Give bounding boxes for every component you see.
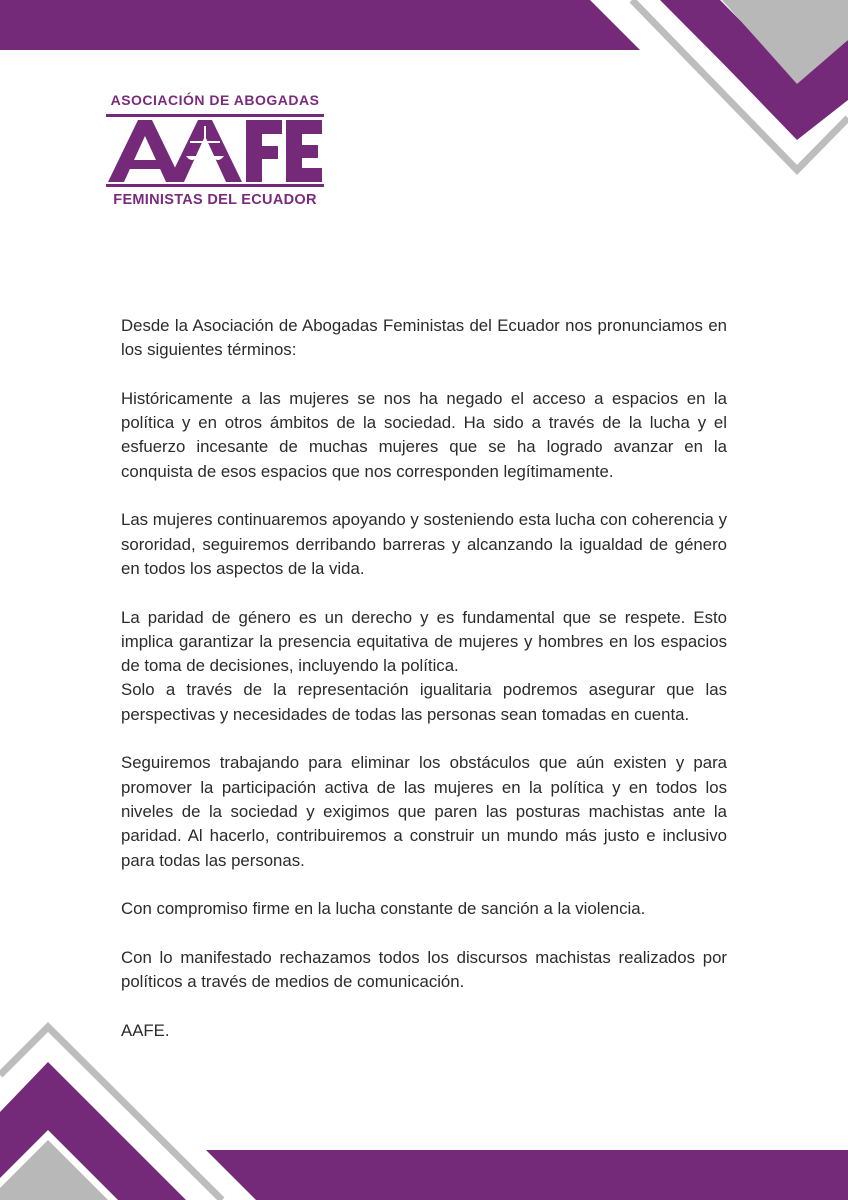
top-purple-bar bbox=[0, 0, 640, 50]
aafe-logo bbox=[100, 92, 330, 217]
paragraph-representation: Solo a través de la representación igualitaria podremos asegurar que las perspectivas y necesidades de todas las personas sean tomadas en cuenta. bbox=[121, 680, 727, 724]
paragraph-parity: La paridad de género es un derecho y es fundamental que se respete. Esto implica garantizar la presencia equitativa de mujeres y hombres en los espacios de toma de decisiones, incluyendo la política. bbox=[121, 607, 727, 676]
paragraph-commitment: Las mujeres continuaremos apoyando y sosteniendo esta lucha con coherencia y sororidad, seguiremos derribando barreras y alcanzando la igualdad de género en todos los aspectos de la vida. bbox=[121, 510, 727, 578]
logo-acronym-graphic bbox=[106, 112, 324, 192]
statement-body bbox=[121, 314, 727, 1043]
paragraph-intro: Desde la Asociación de Abogadas Feministas del Ecuador nos pronunciamos en los siguientes términos: bbox=[121, 316, 727, 360]
bottom-purple-bar bbox=[206, 1150, 848, 1200]
paragraph-violence: Con compromiso firme en la lucha constante de sanción a la violencia. bbox=[121, 899, 646, 919]
logo-top-line: ASOCIACIÓN DE ABOGADAS bbox=[110, 92, 320, 108]
paragraph-history: Históricamente a las mujeres se nos ha negado el acceso a espacios en la política y en otros ámbitos de la sociedad. Ha sido a través de la lucha y el esfuerzo incesante de muchas mujeres que se ha logrado avanzar en la conquista de esos espacios que nos corresponden legítimamente. bbox=[121, 388, 727, 481]
paragraph-rejection: Con lo manifestado rechazamos todos los discursos machistas realizados por políticos a través de medios de comunicación. bbox=[121, 947, 727, 992]
signature: AAFE. bbox=[121, 1020, 170, 1040]
logo-bottom-line: FEMINISTAS DEL ECUADOR bbox=[113, 192, 317, 208]
paragraph-obstacles: Seguiremos trabajando para eliminar los obstáculos que aún existen y para promover la participación activa de las mujeres en la política y en todos los niveles de la sociedad y exigimos que paren las posturas machistas ante la paridad. Al hacerlo, contribuiremos a construir un mundo más justo e inclusivo para todas las personas. bbox=[121, 753, 727, 870]
